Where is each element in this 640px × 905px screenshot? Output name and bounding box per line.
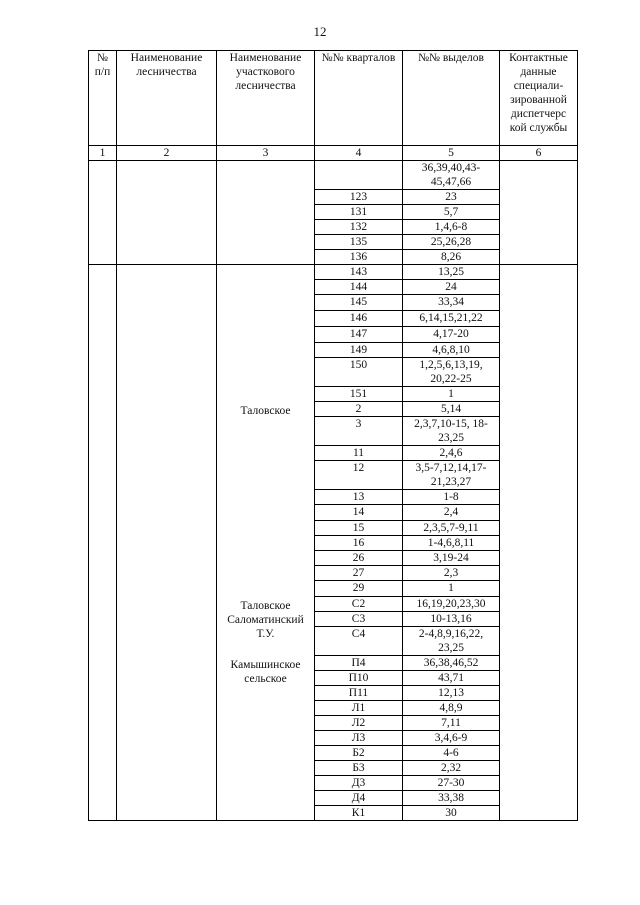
cell-plots: 2-4,8,9,16,22, 23,25 xyxy=(403,627,500,656)
header-quarters: №№ кварталов xyxy=(315,51,403,146)
cell-forestry xyxy=(117,161,217,265)
cell-quarter: Д3 xyxy=(315,776,403,791)
cell-plots: 36,39,40,43-45,47,66 xyxy=(403,161,500,190)
cell-quarter: Б2 xyxy=(315,746,403,761)
cell-quarter: Л3 xyxy=(315,731,403,746)
cell-num xyxy=(89,265,117,821)
cell-quarter: 145 xyxy=(315,295,403,311)
cell-quarter: 144 xyxy=(315,280,403,295)
header-num: № п/п xyxy=(89,51,117,146)
cell-plots: 16,19,20,23,30 xyxy=(403,597,500,612)
cell-quarter: 131 xyxy=(315,205,403,220)
cell-quarter: С3 xyxy=(315,612,403,627)
cell-quarter: 14 xyxy=(315,505,403,521)
cell-plots: 2,3,7,10-15, 18-23,25 xyxy=(403,417,500,446)
cell-quarter: С2 xyxy=(315,597,403,612)
cell-quarter: П10 xyxy=(315,671,403,686)
cell-quarter: 11 xyxy=(315,446,403,461)
cell-quarter: 12 xyxy=(315,461,403,490)
cell-quarter: Б3 xyxy=(315,761,403,776)
cell-plots: 10-13,16 xyxy=(403,612,500,627)
cell-plots: 2,4 xyxy=(403,505,500,521)
cell-plots: 1,4,6-8 xyxy=(403,220,500,235)
cell-quarter: 132 xyxy=(315,220,403,235)
cell-plots: 3,19-24 xyxy=(403,551,500,566)
header-row xyxy=(89,51,578,146)
cell-plots: 30 xyxy=(403,806,500,821)
cell-contacts xyxy=(500,265,578,821)
header-district: Наименование участкового лесничества xyxy=(217,51,315,146)
column-index: 3 xyxy=(217,146,315,161)
cell-quarter: 150 xyxy=(315,358,403,387)
cell-plots: 3,5-7,12,14,17-21,23,27 xyxy=(403,461,500,490)
cell-quarter: К1 xyxy=(315,806,403,821)
cell-plots: 5,14 xyxy=(403,402,500,417)
column-index: 5 xyxy=(403,146,500,161)
cell-plots: 2,32 xyxy=(403,761,500,776)
cell-quarter: С4 xyxy=(315,627,403,656)
header-forestry: Наименование лесничества xyxy=(117,51,217,146)
cell-quarter: 136 xyxy=(315,250,403,265)
cell-quarter: 16 xyxy=(315,536,403,551)
cell-plots: 2,4,6 xyxy=(403,446,500,461)
header-plots: №№ выделов xyxy=(403,51,500,146)
table-row xyxy=(89,265,578,280)
cell-plots: 13,25 xyxy=(403,265,500,280)
cell-plots: 25,26,28 xyxy=(403,235,500,250)
cell-quarter: 27 xyxy=(315,566,403,581)
cell-plots: 4-6 xyxy=(403,746,500,761)
cell-quarter: 135 xyxy=(315,235,403,250)
cell-plots: 1 xyxy=(403,581,500,597)
cell-plots: 4,17-20 xyxy=(403,327,500,343)
column-index: 4 xyxy=(315,146,403,161)
cell-num xyxy=(89,161,117,265)
cell-plots: 1 xyxy=(403,387,500,402)
cell-quarter: 143 xyxy=(315,265,403,280)
cell-plots: 5,7 xyxy=(403,205,500,220)
cell-plots: 2,3 xyxy=(403,566,500,581)
cell-quarter: 15 xyxy=(315,521,403,536)
cell-plots: 6,14,15,21,22 xyxy=(403,311,500,327)
cell-plots: 24 xyxy=(403,280,500,295)
cell-district: Камышинское сельское xyxy=(217,656,315,821)
cell-quarter: Л1 xyxy=(315,701,403,716)
cell-quarter: 3 xyxy=(315,417,403,446)
cell-forestry xyxy=(117,265,217,821)
cell-quarter: П4 xyxy=(315,656,403,671)
cell-quarter: 26 xyxy=(315,551,403,566)
cell-plots: 33,38 xyxy=(403,791,500,806)
table-row xyxy=(89,161,578,190)
cell-plots: 23 xyxy=(403,190,500,205)
column-index: 1 xyxy=(89,146,117,161)
cell-plots: 27-30 xyxy=(403,776,500,791)
cell-plots: 12,13 xyxy=(403,686,500,701)
column-index: 6 xyxy=(500,146,578,161)
cell-plots: 1,2,5,6,13,19, 20,22-25 xyxy=(403,358,500,387)
cell-plots: 8,26 xyxy=(403,250,500,265)
cell-quarter: Д4 xyxy=(315,791,403,806)
column-index-row xyxy=(89,146,578,161)
cell-plots: 4,6,8,10 xyxy=(403,343,500,358)
cell-plots: 43,71 xyxy=(403,671,500,686)
cell-quarter: 123 xyxy=(315,190,403,205)
cell-contacts xyxy=(500,161,578,265)
page-number: 12 xyxy=(313,24,327,39)
cell-quarter: 149 xyxy=(315,343,403,358)
allotments-table xyxy=(88,50,578,821)
cell-district xyxy=(217,265,315,402)
cell-plots: 36,38,46,52 xyxy=(403,656,500,671)
cell-plots: 33,34 xyxy=(403,295,500,311)
cell-quarter: 147 xyxy=(315,327,403,343)
cell-plots: 2,3,5,7-9,11 xyxy=(403,521,500,536)
cell-plots: 4,8,9 xyxy=(403,701,500,716)
cell-district xyxy=(217,161,315,265)
cell-quarter: Л2 xyxy=(315,716,403,731)
cell-district: Таловское xyxy=(217,402,315,597)
cell-quarter: 29 xyxy=(315,581,403,597)
column-index: 2 xyxy=(117,146,217,161)
cell-quarter xyxy=(315,161,403,190)
cell-plots: 3,4,6-9 xyxy=(403,731,500,746)
cell-quarter: 13 xyxy=(315,490,403,505)
header-contacts: Контактные данные специали-зированной диспетчерс кой службы xyxy=(500,51,578,146)
cell-plots: 1-8 xyxy=(403,490,500,505)
cell-quarter: П11 xyxy=(315,686,403,701)
cell-plots: 7,11 xyxy=(403,716,500,731)
cell-district: Таловское Саломатинский Т.У. xyxy=(217,597,315,656)
cell-quarter: 151 xyxy=(315,387,403,402)
cell-plots: 1-4,6,8,11 xyxy=(403,536,500,551)
cell-quarter: 146 xyxy=(315,311,403,327)
cell-quarter: 2 xyxy=(315,402,403,417)
